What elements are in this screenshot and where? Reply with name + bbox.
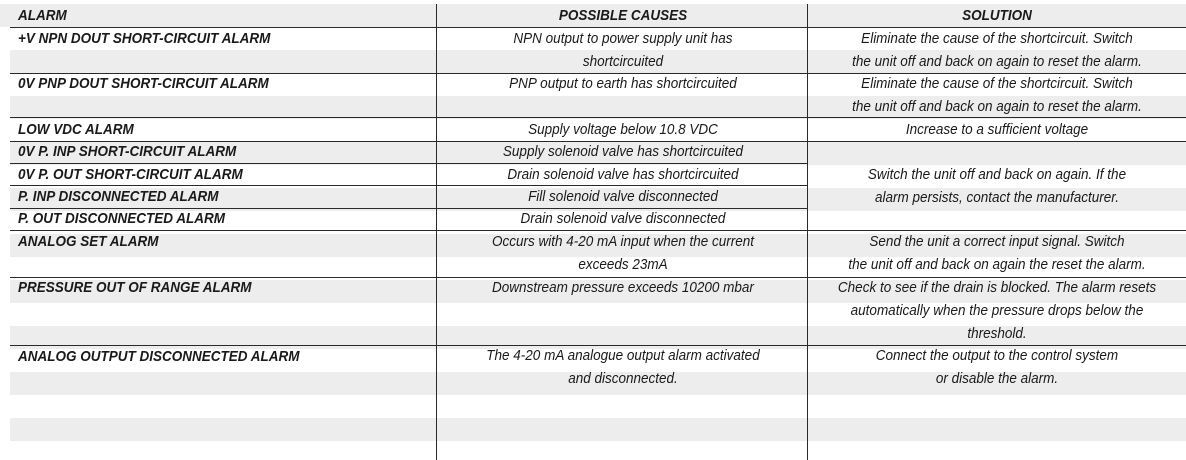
possible-cause: The 4-20 mA analogue output alarm activated and disconnected.: [486, 347, 760, 387]
header-solution: SOLUTION: [962, 7, 1032, 24]
solution-text: Eliminate the cause of the shortcircuit. Switch the unit off and back on again to reset the alarm.: [852, 75, 1142, 115]
possible-cause: Supply voltage below 10.8 VDC: [528, 121, 718, 138]
solution-text: Increase to a sufficient voltage: [905, 121, 1089, 138]
possible-cause: Supply solenoid valve has shortcircuited: [502, 143, 744, 160]
possible-cause: Occurs with 4-20 mA input when the current exceeds 23mA: [491, 233, 755, 273]
alarm-name: ANALOG OUTPUT DISCONNECTED ALARM: [18, 348, 300, 365]
possible-cause: NPN output to power supply unit has shortcircuited: [513, 30, 733, 70]
possible-cause: PNP output to earth has shortcircuited: [509, 75, 737, 92]
possible-cause: Drain solenoid valve has shortcircuited: [507, 166, 739, 183]
alarm-name: +V NPN DOUT SHORT-CIRCUIT ALARM: [18, 30, 271, 47]
stripe: [10, 418, 1186, 441]
solution-text: Eliminate the cause of the shortcircuit. Switch the unit off and back on again to reset the alarm.: [852, 30, 1142, 70]
alarm-name: LOW VDC ALARM: [18, 121, 134, 138]
alarm-name: 0V PNP DOUT SHORT-CIRCUIT ALARM: [18, 75, 269, 92]
solution-text: Check to see if the drain is blocked. The alarm resets automatically when the pressure drops below the threshold.: [837, 279, 1157, 342]
alarm-name: 0V P. INP SHORT-CIRCUIT ALARM: [18, 143, 237, 160]
header-possible-causes: POSSIBLE CAUSES: [558, 7, 688, 24]
alarm-name: P. INP DISCONNECTED ALARM: [18, 188, 219, 205]
alarm-name: ANALOG SET ALARM: [18, 233, 159, 250]
header-alarm: ALARM: [18, 7, 67, 24]
alarm-name: P. OUT DISCONNECTED ALARM: [18, 210, 226, 227]
possible-cause: Downstream pressure exceeds 10200 mbar: [492, 279, 754, 296]
possible-cause: Drain solenoid valve disconnected: [520, 210, 726, 227]
alarm-name: PRESSURE OUT OF RANGE ALARM: [18, 279, 252, 296]
alarm-name: 0V P. OUT SHORT-CIRCUIT ALARM: [18, 166, 243, 183]
solution-text: Send the unit a correct input signal. Switch the unit off and back on again the reset the alarm.: [848, 233, 1146, 273]
solution-text-merged: Switch the unit off and back on again. If the alarm persists, contact the manufacturer.: [867, 166, 1127, 206]
possible-cause: Fill solenoid valve disconnected: [528, 188, 718, 205]
solution-text: Connect the output to the control system or disable the alarm.: [875, 347, 1119, 387]
